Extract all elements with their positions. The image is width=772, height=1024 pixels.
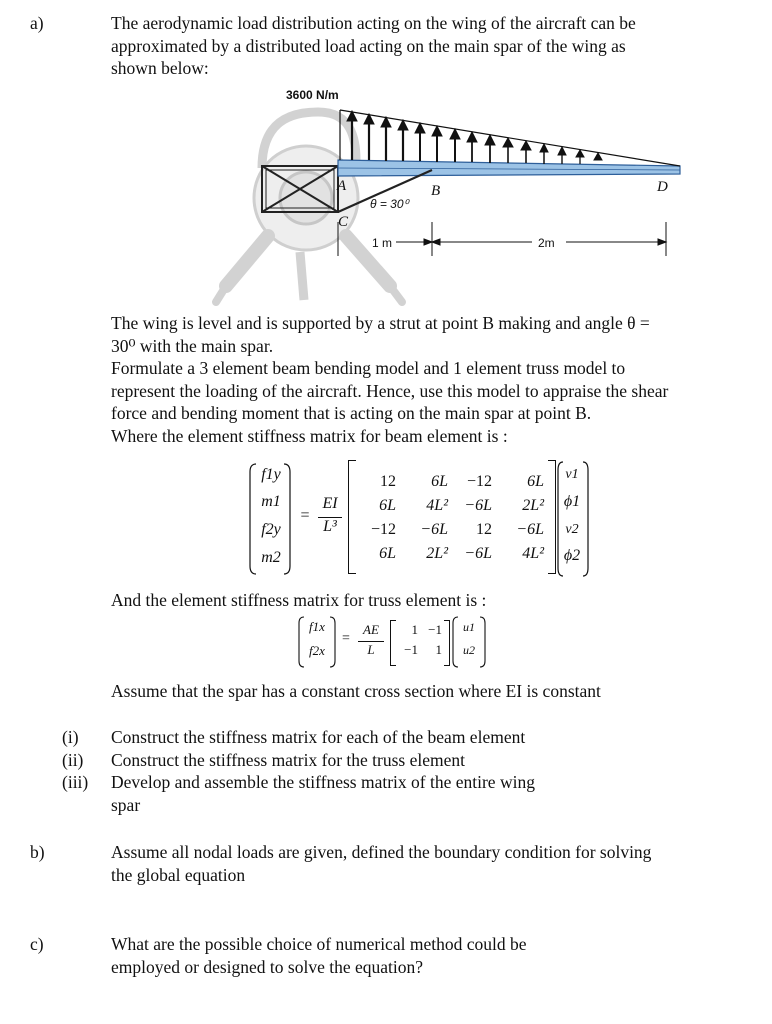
main-spar (338, 160, 680, 176)
beam-factor-num: EI (322, 495, 338, 512)
item-number: (i) (62, 727, 79, 747)
point-b-label: B (431, 183, 441, 199)
lhs-m1: m1 (261, 493, 281, 510)
part-c-line: employed or designed to solve the equation? (111, 956, 424, 977)
part-b-line: Assume all nodal loads are given, defined the boundary condition for solving (111, 842, 652, 862)
matrix-cell: 2L² (522, 497, 544, 514)
item-text-continued: spar (111, 795, 141, 815)
rhs-phi1: ϕ1 (563, 493, 581, 510)
truss-bracket-right (444, 620, 450, 666)
item-text: Construct the stiffness matrix for the truss element (111, 750, 465, 770)
load-arrows (347, 111, 602, 164)
assumption-text: Assume that the spar has a constant cross section where EI is constant (111, 681, 601, 701)
part-c-label: c) (30, 934, 44, 954)
matrix-cell: −6L (516, 521, 544, 538)
body-line: Formulate a 3 element beam bending model and 1 element truss model to (111, 358, 626, 378)
matrix-cell: −6L (420, 521, 448, 538)
truss-intro: And the element stiffness matrix for truss element is : (111, 590, 487, 610)
body-line: force and bending moment that is acting on the main spar at point B. (111, 403, 592, 423)
matrix-cell: −6L (464, 545, 492, 562)
body-line: 30⁰ with the main spar. (111, 335, 274, 356)
lhs-f2y: f2y (261, 521, 281, 538)
body-line: represent the loading of the aircraft. Hence, use this model to appraise the shear (111, 380, 669, 401)
truss-factor-den: L (367, 642, 375, 657)
matrix-cell: 12 (476, 521, 492, 538)
part-a-label: a) (30, 13, 44, 33)
part-b-text (111, 841, 651, 886)
load-envelope-top (340, 110, 680, 166)
dim-ab-label: 1 m (372, 236, 393, 250)
truss-rhs-u1: u1 (463, 620, 475, 634)
point-d-label: D (657, 179, 668, 195)
rhs-v2: v2 (565, 522, 579, 537)
matrix-cell: 2L² (426, 545, 448, 562)
intro-line: The aerodynamic load distribution acting on the wing of the aircraft can be (111, 13, 636, 33)
truss-cell: −1 (428, 622, 442, 637)
lhs-m2: m2 (261, 549, 281, 566)
matrix-cell: 6L (379, 497, 396, 514)
matrix-cell: 6L (527, 473, 544, 490)
part-a-body (111, 312, 668, 447)
truss-lhs-f1x: f1x (309, 619, 325, 634)
item-number: (ii) (62, 750, 84, 770)
truss-cell: 1 (435, 642, 442, 657)
wing-load-figure (0, 0, 772, 310)
item-number: (iii) (62, 772, 89, 792)
matrix-cell: −6L (464, 497, 492, 514)
truss-cell: −1 (404, 642, 418, 657)
load-label: 3600 N/m (286, 88, 339, 102)
truss-factor-num: AE (363, 622, 379, 637)
part-b-label: b) (30, 842, 45, 862)
matrix-bracket-left (348, 460, 356, 574)
matrix-cell: −12 (466, 473, 492, 490)
truss-cell: 1 (411, 622, 418, 637)
part-b-line: the global equation (111, 864, 246, 885)
angle-label: θ = 30⁰ (370, 197, 409, 211)
truss-lhs-f2x: f2x (309, 643, 325, 658)
point-c-label: C (338, 214, 349, 230)
item-text: Develop and assemble the stiffness matrix of the entire wing (111, 772, 535, 792)
truss-equals: = (342, 631, 350, 646)
rhs-phi2: ϕ2 (563, 547, 581, 564)
part-c-line: What are the possible choice of numerical method could be (111, 934, 527, 954)
matrix-cell: 4L² (426, 497, 448, 514)
lhs-f1y: f1y (261, 466, 281, 483)
body-line: Where the element stiffness matrix for beam element is : (111, 425, 508, 446)
matrix-cell: −12 (370, 521, 396, 538)
point-a-label: A (337, 178, 347, 194)
dim-bd-label: 2m (538, 236, 555, 250)
beam-factor-den: L³ (323, 518, 337, 535)
matrix-cell: 6L (379, 545, 396, 562)
truss-rhs-u2: u2 (463, 643, 475, 657)
item-text: Construct the stiffness matrix for each of the beam element (111, 727, 526, 747)
rhs-v1: v1 (565, 467, 579, 482)
matrix-cell: 4L² (522, 545, 544, 562)
part-c-text (111, 933, 526, 978)
body-line: The wing is level and is supported by a strut at point B making and angle θ = (111, 313, 650, 333)
equals-sign: = (300, 507, 310, 524)
matrix-bracket-right (548, 460, 556, 574)
matrix-cell: 6L (431, 473, 448, 490)
matrix-cell: 12 (380, 473, 396, 490)
intro-line: shown below: (111, 58, 209, 78)
intro-line: approximated by a distributed load acting on the main spar of the wing as (111, 35, 626, 56)
